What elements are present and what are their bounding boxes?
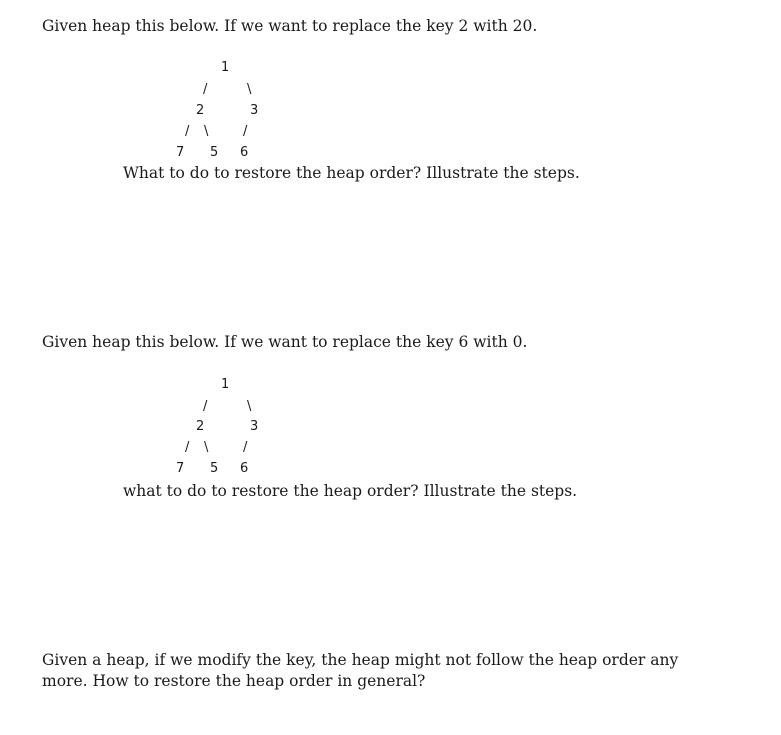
tree-1-left-left-node: 7 [176,145,185,160]
question-2-prompt: Given heap this below. If we want to replace the key 6 with 0. [42,333,528,351]
tree-2-left-right-edge: \ [204,440,209,455]
general-question-line-2: more. How to restore the heap order in general? [42,672,426,690]
tree-1-left-node: 2 [196,103,205,118]
tree-2-right-edge: \ [247,399,252,414]
tree-2-root: 1 [221,377,230,392]
tree-1-left-edge: / [203,82,208,97]
tree-1-right-left-edge: / [243,124,248,139]
tree-1-left-right-node: 5 [210,145,219,160]
tree-1-right-left-node: 6 [240,145,249,160]
tree-2-left-edge: / [203,399,208,414]
question-1-prompt: Given heap this below. If we want to replace the key 2 with 20. [42,17,538,35]
tree-2-right-left-node: 6 [240,461,249,476]
tree-2-right-left-edge: / [243,440,248,455]
tree-1-right-edge: \ [247,82,252,97]
tree-2-left-left-edge: / [185,440,190,455]
tree-2-right-node: 3 [250,419,259,434]
question-1-follow-up: What to do to restore the heap order? Illustrate the steps. [123,164,580,182]
tree-2-left-node: 2 [196,419,205,434]
tree-1-left-right-edge: \ [204,124,209,139]
tree-2-left-right-node: 5 [210,461,219,476]
tree-1-root: 1 [221,60,230,75]
tree-1-right-node: 3 [250,103,259,118]
general-question-line-1: Given a heap, if we modify the key, the heap might not follow the heap order any [42,651,679,669]
tree-2-left-left-node: 7 [176,461,185,476]
question-2-follow-up: what to do to restore the heap order? Illustrate the steps. [123,482,578,500]
tree-1-left-left-edge: / [185,124,190,139]
